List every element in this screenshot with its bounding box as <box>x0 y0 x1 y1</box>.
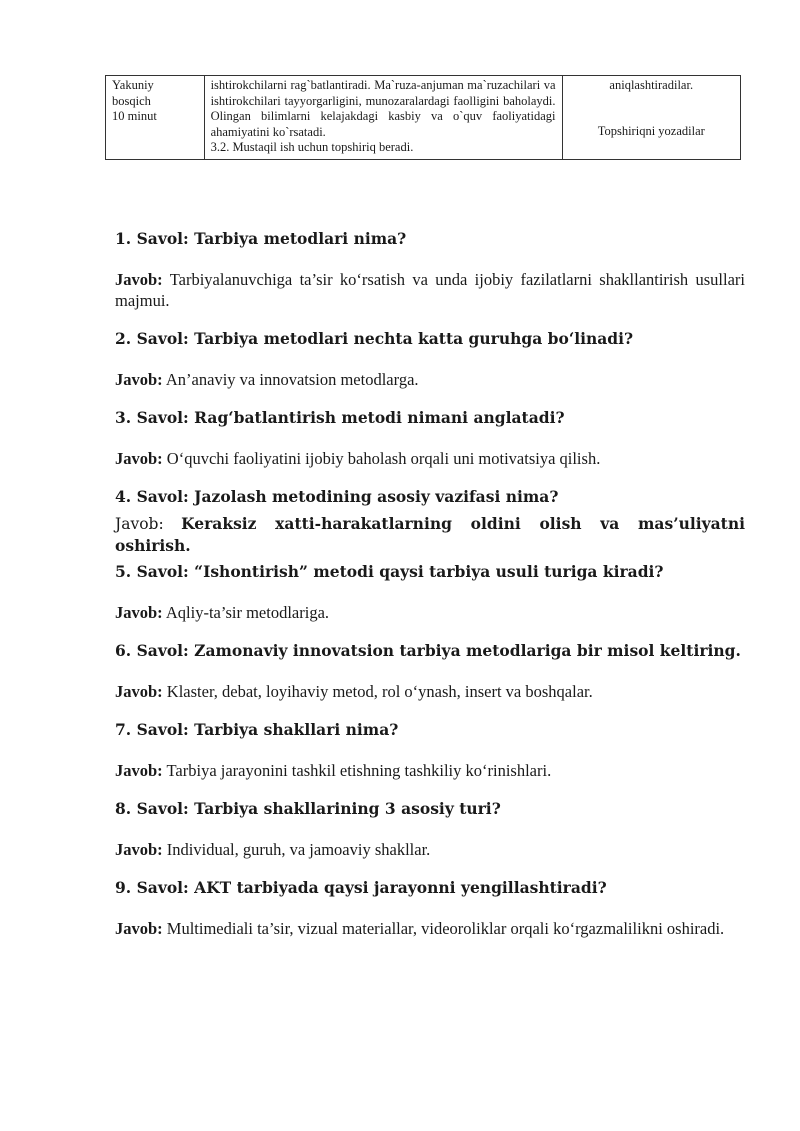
question-7: 7. Savol: Tarbiya shakllari nima? <box>115 720 399 739</box>
answer-text: Klaster, debat, loyihaviy metod, rol o‘ynash, insert va boshqalar. <box>166 682 593 701</box>
answer-label: Javob: <box>115 370 163 389</box>
question-8: 8. Savol: Tarbiya shakllarining 3 asosiy turi? <box>115 799 501 818</box>
answer-label: Javob: <box>115 449 163 468</box>
question-5: 5. Savol: “Ishontirish” metodi qaysi tarbiya usuli turiga kiradi? <box>115 562 664 581</box>
answer-label: Javob: <box>115 603 163 622</box>
answer-text: O‘quvchi faoliyatini ijobiy baholash orqali uni motivatsiya qilish. <box>166 449 601 468</box>
answer-label: Javob: <box>115 840 163 859</box>
answer-3 <box>115 448 745 469</box>
question-2: 2. Savol: Tarbiya metodlari nechta katta guruhga bo‘linadi? <box>115 329 634 348</box>
answer-text: Aqliy-ta’sir metodlariga. <box>165 603 330 622</box>
student-activity-cell <box>562 76 740 160</box>
answer-text: Tarbiyalanuvchiga ta’sir ko‘rsatish va unda ijobiy fazilatlarni shakllantirish usullari majmui. <box>115 270 746 310</box>
answer-4 <box>115 513 745 556</box>
answer-label: Javob: <box>115 270 163 289</box>
answer-label: Javob: <box>115 515 164 533</box>
question-answer-list <box>115 228 745 939</box>
table-row <box>106 76 741 160</box>
answer-8 <box>115 839 745 860</box>
stage-duration: 10 minut <box>112 109 157 123</box>
stage-name: Yakuniy <box>112 78 154 92</box>
question-6: 6. Savol: Zamonaviy innovatsion tarbiya metodlariga bir misol keltiring. <box>115 641 741 660</box>
answer-5 <box>115 602 745 623</box>
question-9: 9. Savol: AKT tarbiyada qaysi jarayonni yengillashtiradi? <box>115 878 607 897</box>
lesson-stage-table <box>105 75 741 160</box>
stage-cell <box>106 76 205 160</box>
answer-7 <box>115 760 745 781</box>
question-3: 3. Savol: Rag‘batlantirish metodi nimani anglatadi? <box>115 408 565 427</box>
teacher-activity-text: ishtirokchilarni rag`batlantiradi. Ma`ruza-anjuman ma`ruzachilari va ishtirokchilari tayyorgarligini, munozaralardagi faolligini baholaydi. Olingan bilimlarni kelajakdagi kasbiy va o`quv faoliyatidagi ahamiyatini ko`rsatadi. <box>210 78 556 139</box>
answer-label: Javob: <box>115 761 163 780</box>
question-4: 4. Savol: Jazolash metodining asosiy vazifasi nima? <box>115 487 559 506</box>
answer-2 <box>115 369 745 390</box>
answer-9 <box>115 918 745 939</box>
answer-text: Multimediali ta’sir, vizual materiallar, videoroliklar orqali ko‘rgazmalilikni oshiradi. <box>166 919 725 938</box>
student-activity-task: Topshiriqni yozadilar <box>597 123 705 138</box>
answer-6 <box>115 681 745 702</box>
answer-1 <box>115 269 745 311</box>
answer-text: Keraksiz xatti-harakatlarning oldini olish va mas’uliyatni oshirish. <box>115 514 746 555</box>
answer-label: Javob: <box>115 919 163 938</box>
teacher-activity-cell <box>204 76 562 160</box>
question-1: 1. Savol: Tarbiya metodlari nima? <box>115 229 407 248</box>
student-activity-text: aniqlashtiradilar. <box>609 78 694 92</box>
answer-label: Javob: <box>115 682 163 701</box>
teacher-activity-task: 3.2. Mustaqil ish uchun topshiriq beradi. <box>210 140 414 154</box>
answer-text: An’anaviy va innovatsion metodlarga. <box>165 370 419 389</box>
answer-text: Tarbiya jarayonini tashkil etishning tashkiliy ko‘rinishlari. <box>166 761 552 780</box>
stage-name-cont: bosqich <box>112 93 151 108</box>
answer-text: Individual, guruh, va jamoaviy shakllar. <box>166 840 431 859</box>
